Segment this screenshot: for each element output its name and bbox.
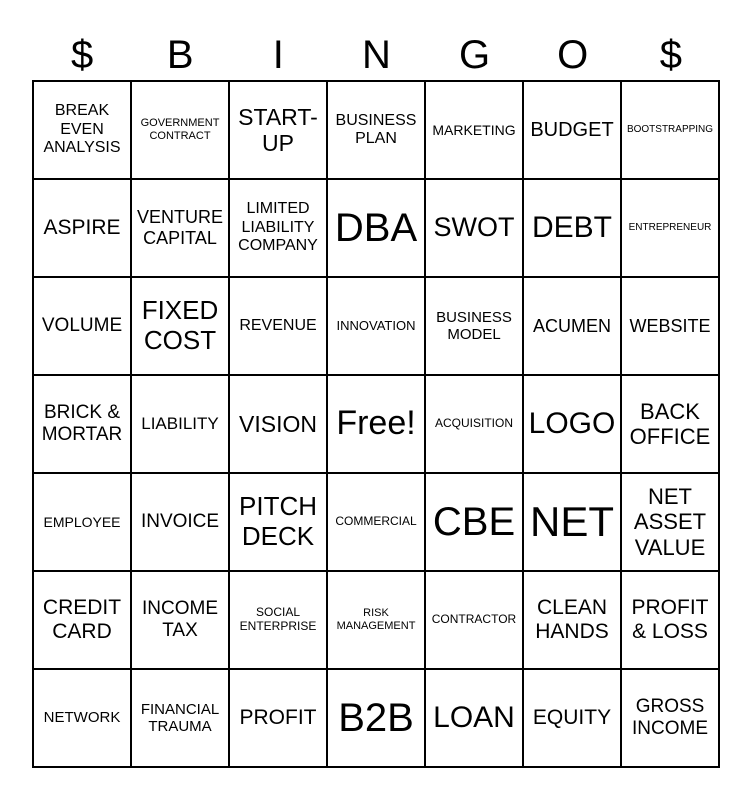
bingo-cell-label: DEBT [531, 210, 612, 244]
bingo-cell-label: VOLUME [41, 315, 123, 337]
bingo-cell-label: ENTREPRENEUR [628, 222, 712, 234]
bingo-cell[interactable] [229, 277, 327, 375]
bingo-cell-label: BREAK EVEN ANALYSIS [43, 102, 121, 157]
header-letter: $ [659, 33, 682, 77]
bingo-cell-label: CBE [432, 500, 516, 544]
bingo-cell[interactable] [425, 277, 523, 375]
bingo-cell[interactable] [327, 81, 425, 179]
bingo-cell[interactable] [131, 473, 229, 571]
bingo-cell[interactable] [523, 375, 621, 473]
bingo-cell-label: RISK MANAGEMENT [336, 607, 416, 632]
bingo-cell[interactable] [621, 81, 719, 179]
bingo-cell-label: Free! [336, 404, 416, 443]
header-letter: B [166, 33, 194, 77]
bingo-cell-label: GOVERNMENT CONTRACT [140, 117, 220, 142]
bingo-cell[interactable] [621, 179, 719, 277]
bingo-cell[interactable] [33, 669, 131, 767]
bingo-cell-label: NET ASSET VALUE [633, 484, 707, 560]
bingo-cell-label: BRICK & MORTAR [41, 402, 123, 445]
bingo-cell[interactable] [523, 473, 621, 571]
bingo-header [33, 30, 720, 80]
bingo-cell-label: BACK OFFICE [629, 398, 711, 449]
bingo-cell[interactable] [131, 669, 229, 767]
bingo-cell[interactable] [523, 81, 621, 179]
bingo-cell[interactable] [327, 669, 425, 767]
bingo-cell-label: NETWORK [43, 709, 121, 727]
bingo-cell[interactable] [131, 571, 229, 669]
bingo-cell[interactable] [131, 375, 229, 473]
bingo-cell[interactable] [229, 81, 327, 179]
bingo-cell[interactable] [33, 571, 131, 669]
header-letter: O [557, 33, 589, 77]
bingo-cell-label: INNOVATION [336, 317, 416, 333]
bingo-cell-label: CREDIT CARD [42, 595, 122, 643]
bingo-cell-label: REVENUE [239, 316, 317, 334]
bingo-cell-label: DBA [334, 206, 418, 250]
bingo-cell[interactable] [33, 277, 131, 375]
header-letter: G [459, 33, 491, 77]
bingo-cell[interactable] [425, 571, 523, 669]
bingo-cell[interactable] [229, 179, 327, 277]
bingo-cell-label: GROSS INCOME [632, 696, 708, 739]
bingo-cell-label: INCOME TAX [142, 598, 218, 641]
bingo-cell[interactable] [33, 375, 131, 473]
bingo-cell[interactable] [523, 179, 621, 277]
bingo-cell-label: MARKETING [432, 121, 516, 138]
bingo-cell-label: FIXED COST [141, 295, 219, 355]
bingo-cell-label: BOOTSTRAPPING [626, 124, 714, 136]
bingo-cell-label: BUDGET [530, 118, 614, 141]
bingo-cell-label: START-UP [238, 103, 318, 156]
bingo-cell-label: BUSINESS PLAN [335, 111, 417, 147]
bingo-cell[interactable] [425, 81, 523, 179]
bingo-cell[interactable] [327, 277, 425, 375]
bingo-cell[interactable] [621, 473, 719, 571]
bingo-cell-label: WEBSITE [629, 315, 711, 336]
bingo-cell-label: EMPLOYEE [43, 513, 121, 530]
bingo-cell[interactable] [33, 473, 131, 571]
bingo-cell[interactable] [131, 179, 229, 277]
bingo-cell-label: VENTURE CAPITAL [136, 207, 223, 248]
bingo-cell[interactable] [621, 375, 719, 473]
bingo-cell-label: PROFIT & LOSS [631, 595, 709, 643]
bingo-cell-label: LOGO [528, 406, 616, 440]
bingo-cell[interactable] [621, 277, 719, 375]
bingo-cell-label: PROFIT [239, 705, 317, 729]
bingo-cell-label: SWOT [433, 212, 515, 243]
bingo-cell[interactable] [33, 179, 131, 277]
bingo-cell-label: FINANCIAL TRAUMA [140, 700, 220, 735]
bingo-cell-label: LIABILITY [141, 414, 219, 434]
bingo-cell-label: CONTRACTOR [431, 612, 517, 627]
bingo-cell[interactable] [131, 277, 229, 375]
bingo-cell[interactable] [523, 277, 621, 375]
header-letter: N [361, 33, 391, 77]
bingo-cell[interactable] [425, 473, 523, 571]
bingo-cell[interactable] [327, 179, 425, 277]
bingo-cell-label: INVOICE [140, 511, 220, 533]
bingo-cell[interactable] [523, 669, 621, 767]
bingo-cell[interactable] [425, 375, 523, 473]
bingo-cell[interactable] [327, 375, 425, 473]
bingo-cell-label: VISION [239, 410, 317, 437]
bingo-cell-label: ACQUISITION [434, 416, 513, 431]
bingo-cell-label: ASPIRE [43, 215, 121, 239]
bingo-cell[interactable] [131, 81, 229, 179]
bingo-cell[interactable] [425, 179, 523, 277]
bingo-cell-label: SOCIAL ENTERPRISE [239, 605, 317, 633]
bingo-cell[interactable] [425, 669, 523, 767]
bingo-cell[interactable] [327, 473, 425, 571]
bingo-cell[interactable] [327, 571, 425, 669]
bingo-cell[interactable] [229, 473, 327, 571]
bingo-cell[interactable] [229, 375, 327, 473]
bingo-cell[interactable] [523, 571, 621, 669]
bingo-cell[interactable] [229, 669, 327, 767]
bingo-cell-label: B2B [338, 696, 414, 740]
bingo-cell-label: CLEAN HANDS [535, 595, 609, 643]
bingo-cell-label: BUSINESS MODEL [436, 308, 512, 343]
bingo-card-grid [32, 80, 720, 768]
bingo-cell-label: ACUMEN [532, 315, 611, 336]
bingo-cell-label: LIMITED LIABILITY COMPANY [238, 200, 318, 255]
bingo-cell-label: NET [530, 497, 614, 545]
header-letter: $ [70, 33, 94, 77]
header-letter: I [272, 33, 284, 77]
bingo-cell-label: EQUITY [532, 705, 612, 729]
bingo-cell[interactable] [621, 669, 719, 767]
bingo-cell-label: COMMERCIAL [335, 514, 417, 529]
bingo-cell-label: PITCH DECK [239, 491, 317, 551]
bingo-cell[interactable] [229, 571, 327, 669]
bingo-cell[interactable] [33, 81, 131, 179]
bingo-cell-label: LOAN [433, 700, 515, 734]
bingo-cell[interactable] [621, 571, 719, 669]
